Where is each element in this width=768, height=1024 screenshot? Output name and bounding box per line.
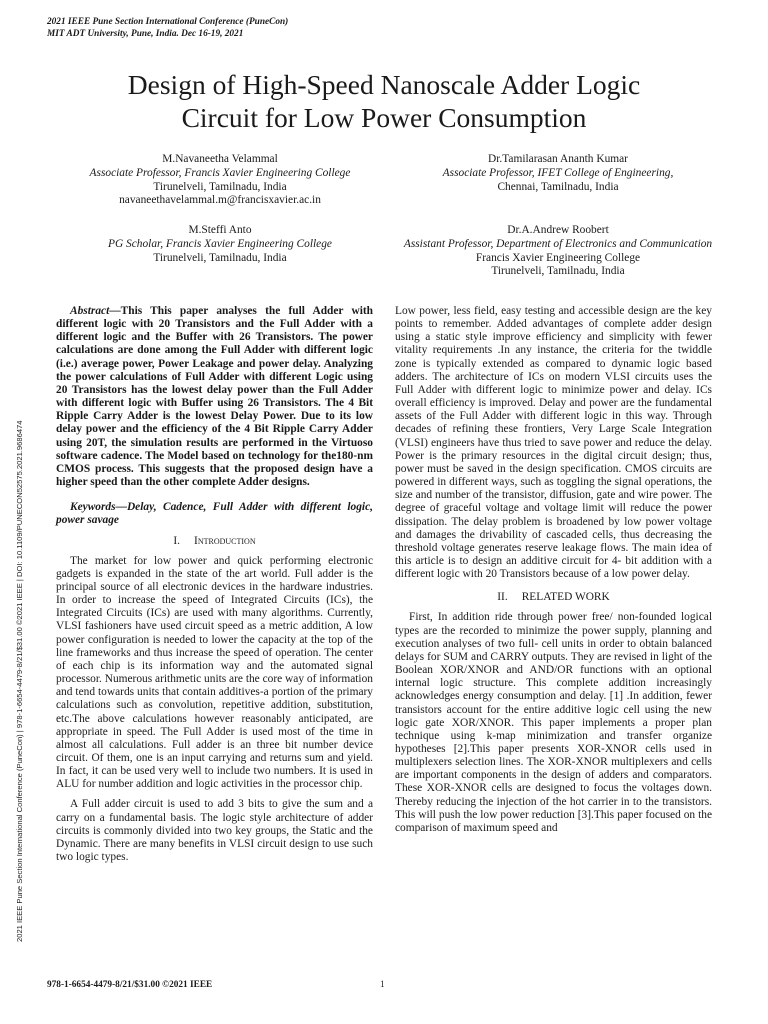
author-affiliation: PG Scholar, Francis Xavier Engineering College (108, 237, 332, 250)
body-paragraph: The market for low power and quick performing electronic gadgets is expanded in the state of the art world. Full adder is the principal source of all electronic devices in the hardware industries. In order to increase the speed of Integrated Circuits (ICs), the Integrated Circuits (ICs) are used with many algorithms. Currently, VLSI fashioners have used circuit speed as a metric addition, A low power configuration is needed to lower the capacity at the top of the line frameworks and thus increase the speed of operation. The center of each chip is its information way and the automated signal processor. Numerous arithmetic units are the core way of information and tend towards units that contain additives-a portion of the primary calculations such as convolution, repetitive addition, substitution, etc.The above calculations however reasonably anticipated, are appropriate in speed. The Full Adder is used most of the time in almost all calculations. Full adder is an three bit number device circuit. Of them, one is an input carrying and returns sum and yield. In fact, it can be used very well to include two numbers. It is used in ALU for number addition and logic activities in the processor chip. (56, 554, 373, 791)
conference-header (47, 16, 288, 40)
author-name: M.Navaneetha Velammal (162, 153, 278, 165)
conference-name: 2021 IEEE Pune Section International Conference (PuneCon) (47, 17, 289, 27)
section-title: RELATED WORK (521, 591, 610, 604)
title-line-1: Design of High-Speed Nanoscale Adder Logic (127, 69, 641, 100)
author-name: Dr.Tamilarasan Ananth Kumar (488, 153, 628, 165)
author-name: M.Steffi Anto (188, 224, 252, 236)
author-block (50, 153, 390, 208)
author-location: Chennai, Tamilnadu, India (497, 180, 619, 193)
author-block (50, 224, 390, 265)
section-number: I. (173, 534, 181, 547)
body-paragraph: A Full adder circuit is used to add 3 bits to give the sum and a carry on a fundamental basis. The logic style architecture of adder circuits is commonly divided into two key groups, the Static and the Dynamic. There are many benefits in VLSI circuit design to use such two logic types. (56, 798, 373, 864)
author-affiliation: Associate Professor, Francis Xavier Engineering College (89, 166, 351, 179)
section-heading (395, 591, 712, 604)
title-line-2: Circuit for Low Power Consumption (181, 102, 587, 133)
author-affiliation: Assistant Professor, Department of Electronics and Communication (403, 237, 713, 250)
author-block (388, 153, 728, 194)
footer-copyright: 978-1-6654-4479-8/21/$31.00 ©2021 IEEE (47, 980, 213, 990)
left-column (56, 305, 373, 864)
author-location: Tirunelveli, Tamilnadu, India (491, 265, 625, 278)
author-affiliation: Associate Professor, IFET College of Engineering, (442, 166, 674, 179)
author-institution: Francis Xavier Engineering College (475, 251, 641, 264)
keywords: Keywords—Delay, Cadence, Full Adder with different logic, power savage (56, 501, 373, 527)
conference-venue: MIT ADT University, Pune, India. Dec 16-19, 2021 (47, 29, 244, 39)
section-heading (56, 535, 373, 548)
author-location: Tirunelveli, Tamilnadu, India (153, 180, 287, 193)
body-paragraph: Low power, less field, easy testing and accessible design are the key points to remember. Added advantages of complete adder design using a static style improve efficiency and simplicity with fewer vitality requirements .In any instance, the criteria for the twiddle zone is typically extended as compared to dynamic logic based adders. The architecture of ICs on modern VLSI circuits uses the Full Adder with different logic to minimize power and delay. ICs overall efficiency is improved. Delay and power are the fundamental assets of the Full Adder with different logic in this way. Through decades of refining these frontiers, Very Large Scale Integration (VLSI) engineers have thus tried to save power and reduce the delay. Power is the primary resources in the digital circuit design; thus, power must be saved in the design specification. CMOS circuits are powered in different ways, such as toggling the signal operations, the size and number of the transistor, diffusion, gate and wire power. The degree of graceful voltage and voltage limit will reduce the power dissipation. The delay problem is broadened by low power voltage and damages the drivability of cascaded cells, thus decreasing the threshold voltage generates reserve leakage flows. The main idea of this article is to design an additive circuit for 4- bit addition with a different logic with 20 Transistors because of a low power delay. (395, 305, 712, 581)
author-name: Dr.A.Andrew Roobert (507, 224, 609, 236)
page-number: 1 (380, 980, 385, 990)
abstract (56, 305, 373, 489)
section-number: II. (497, 591, 508, 604)
paper-title (40, 68, 728, 134)
author-block (388, 224, 728, 279)
right-column (395, 305, 712, 835)
doi-sidebar: 2021 IEEE Pune Section International Conference (PuneCon) | 978-1-6654-4479-8/21/$31.00 ©2021 IEEE | DOI: 10.1109/PUNECON52575.2021.9686474 (15, 420, 24, 942)
author-email: navaneethavelammal.m@francisxavier.ac.in (119, 194, 321, 207)
author-location: Tirunelveli, Tamilnadu, India (153, 251, 287, 264)
abstract-lead: Abstract (70, 305, 110, 317)
section-title: Introduction (194, 534, 256, 547)
body-paragraph: First, In addition ride through power free/ non-founded logical types are the recorded to minimize the power supply, planning and execution analyses of two full- cell units in order to obtain balanced delays for SUM and CARRY outputs. They are revised in light of the Boolean XOR/XNOR and AND/OR functions with an optional internal logic structure. This complete addition increasingly acknowledges energy consumption and delay. [1] .In addition, fewer transistors account for the entire additive logic cell using the new logic gate XOR/XNOR. This paper implements a proper plan technique using k-map minimization and transfer organize hypotheses [2].This paper presents XOR-XNOR cells used in multiplexers selection lines. The XOR-XNOR multiplexers and cells are important components in the design of adders and comparators. These XOR-XNOR cells are designed to focus the voltages down. Thereby reducing the injection of the hot carrier in to the transistors. This will push the low power reduction [3].This paper focused on the comparison of maximum speed and (395, 611, 712, 834)
abstract-text: —This This paper analyses the full Adder with different logic with 20 Transistors and the Full Adder with a different logic and the Buffer with 26 Transistors. The power calculations are done among the Full Adder with different logic (i.e.) average power, Power Leakage and power delay. Analyzing the power calculations of Full Adder with different Logic using 20 Transistors has the lowest delay power than the Full Adder with different logic with Buffer using 26 Transistors. The 4 Bit Ripple Carry Adder is the lowest Delay Power. Due to its low delay power and the efficiency of the 4 Bit Ripple Carry Adder using 20T, the simulation results are performed in the Virtuoso software cadence. The Model based on technology for the180-nm CMOS process. This suggests that the proposed design have a higher speed than the other complete Adder designs. (56, 305, 373, 489)
